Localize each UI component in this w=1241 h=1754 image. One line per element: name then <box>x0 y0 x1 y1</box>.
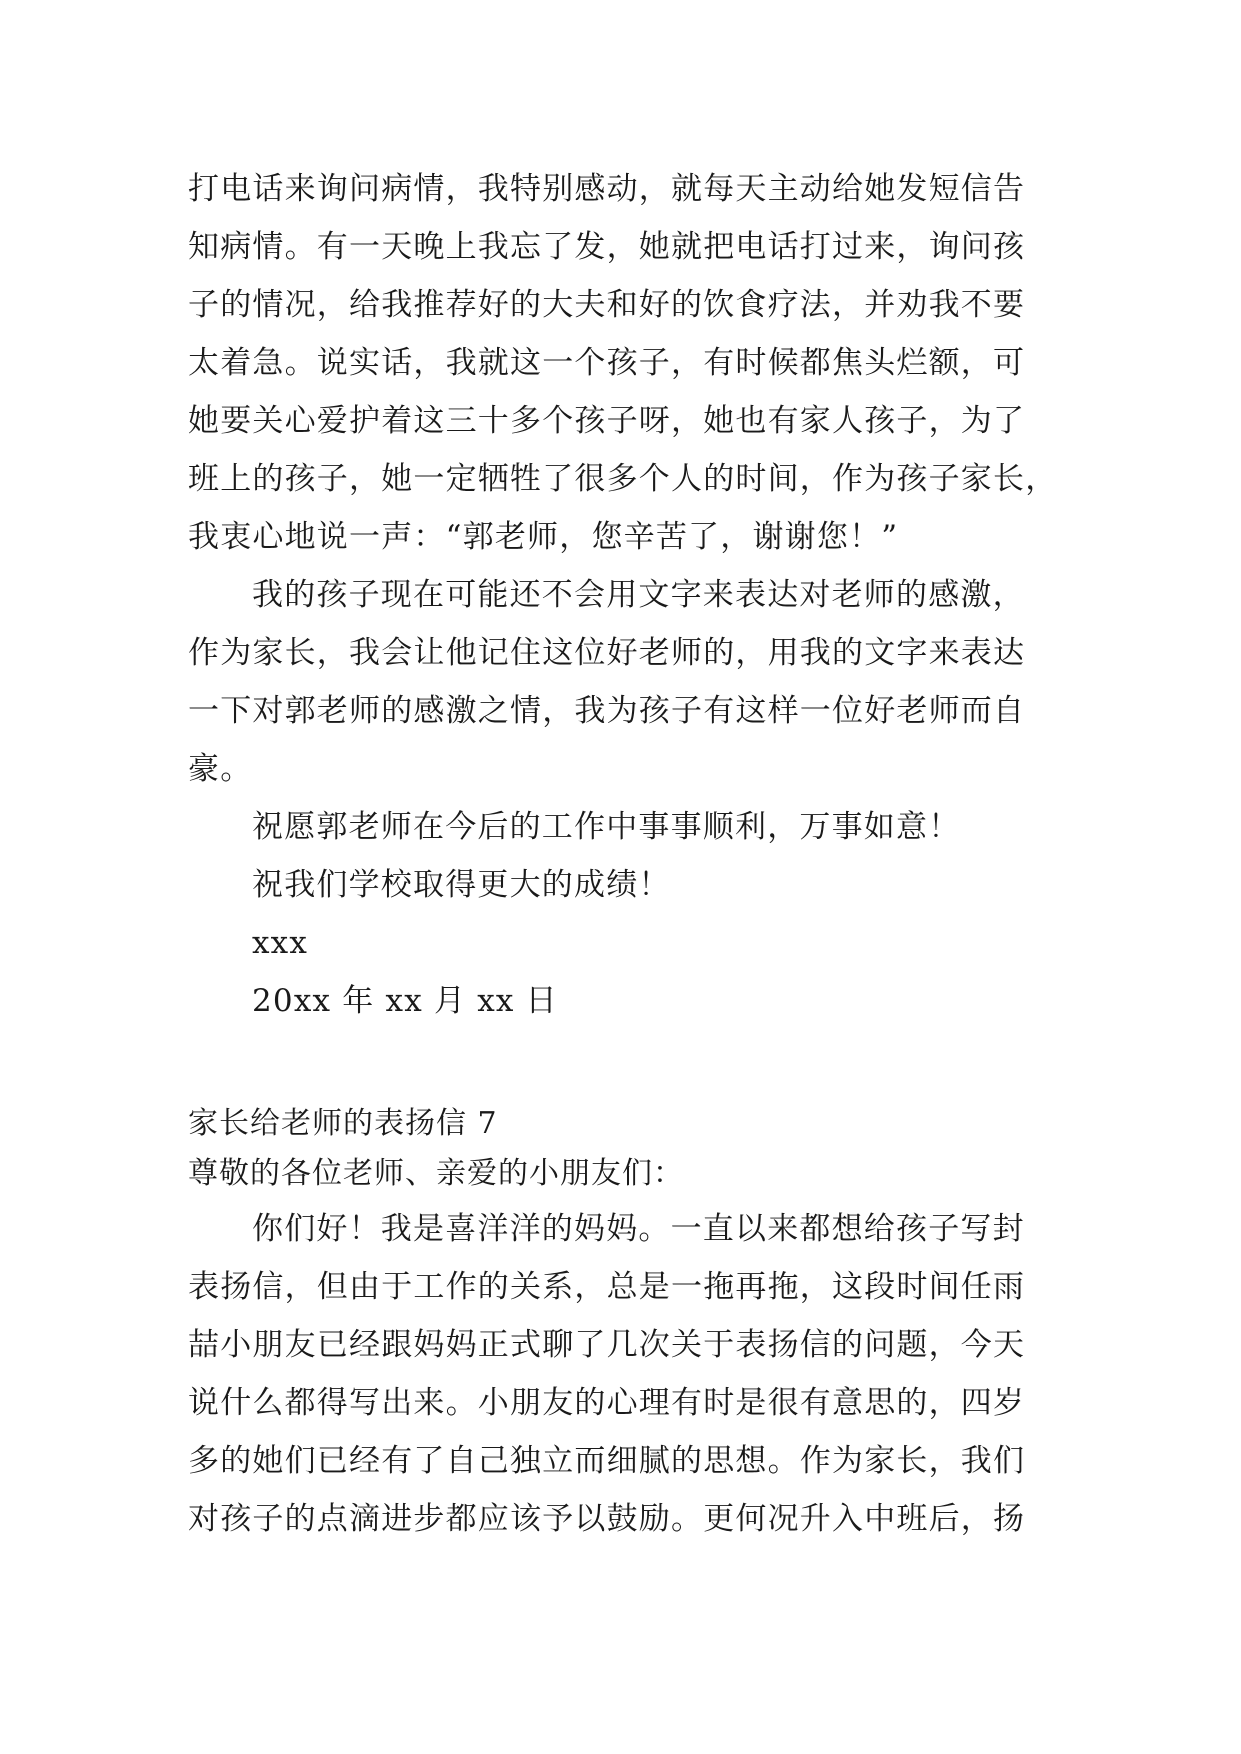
text-line: 喆小朋友已经跟妈妈正式聊了几次关于表扬信的问题，今天 <box>188 1327 1026 1363</box>
text-line: 子的情况，给我推荐好的大夫和好的饮食疗法，并劝我不要 <box>188 287 1026 323</box>
text-line: 作为家长，我会让他记住这位好老师的，用我的文字来表达 <box>188 635 1026 671</box>
text-line: 一下对郭老师的感激之情，我为孩子有这样一位好老师而自 <box>188 693 1026 729</box>
closing-wish: 祝我们学校取得更大的成绩！ <box>252 867 671 903</box>
text-line: 班上的孩子，她一定牺牲了很多个人的时间，作为孩子家长， <box>188 461 1058 497</box>
section-spacer <box>188 1030 1058 1088</box>
text-line: 多的她们已经有了自己独立而细腻的思想。作为家长，我们 <box>188 1443 1026 1479</box>
text-line: 表扬信，但由于工作的关系，总是一拖再拖，这段时间任雨 <box>188 1269 1026 1305</box>
signature: xxx <box>252 925 309 961</box>
text-line: 她要关心爱护着这三十多个孩子呀，她也有家人孩子，为了 <box>188 403 1026 439</box>
text-line: 你们好！我是喜洋洋的妈妈。一直以来都想给孩子写封 <box>252 1211 1025 1247</box>
text-line: 说什么都得写出来。小朋友的心理有时是很有意思的，四岁 <box>188 1385 1026 1421</box>
letter-title: 家长给老师的表扬信 7 <box>188 1106 498 1141</box>
letter-paragraph <box>188 160 1058 566</box>
text-line: 豪。 <box>188 751 253 787</box>
text-line: 对孩子的点滴进步都应该予以鼓励。更何况升入中班后，扬 <box>188 1501 1026 1537</box>
closing-wish: 祝愿郭老师在今后的工作中事事顺利，万事如意！ <box>252 809 961 845</box>
letter-salutation: 尊敬的各位老师、亲爱的小朋友们： <box>188 1156 684 1191</box>
text-line: 我衷心地说一声：“郭老师，您辛苦了，谢谢您！” <box>188 519 899 555</box>
letter-paragraph <box>188 566 1058 798</box>
text-line: 知病情。有一天晚上我忘了发，她就把电话打过来，询问孩 <box>188 229 1026 265</box>
text-line: 太着急。说实话，我就这一个孩子，有时候都焦头烂额，可 <box>188 345 1026 381</box>
letter-date: 20xx 年 xx 月 xx 日 <box>252 983 558 1019</box>
letter-paragraph <box>188 1200 1058 1548</box>
document-body <box>188 160 1058 1548</box>
text-line: 打电话来询问病情，我特别感动，就每天主动给她发短信告 <box>188 171 1026 207</box>
text-line: 我的孩子现在可能还不会用文字来表达对老师的感激， <box>252 577 1025 613</box>
